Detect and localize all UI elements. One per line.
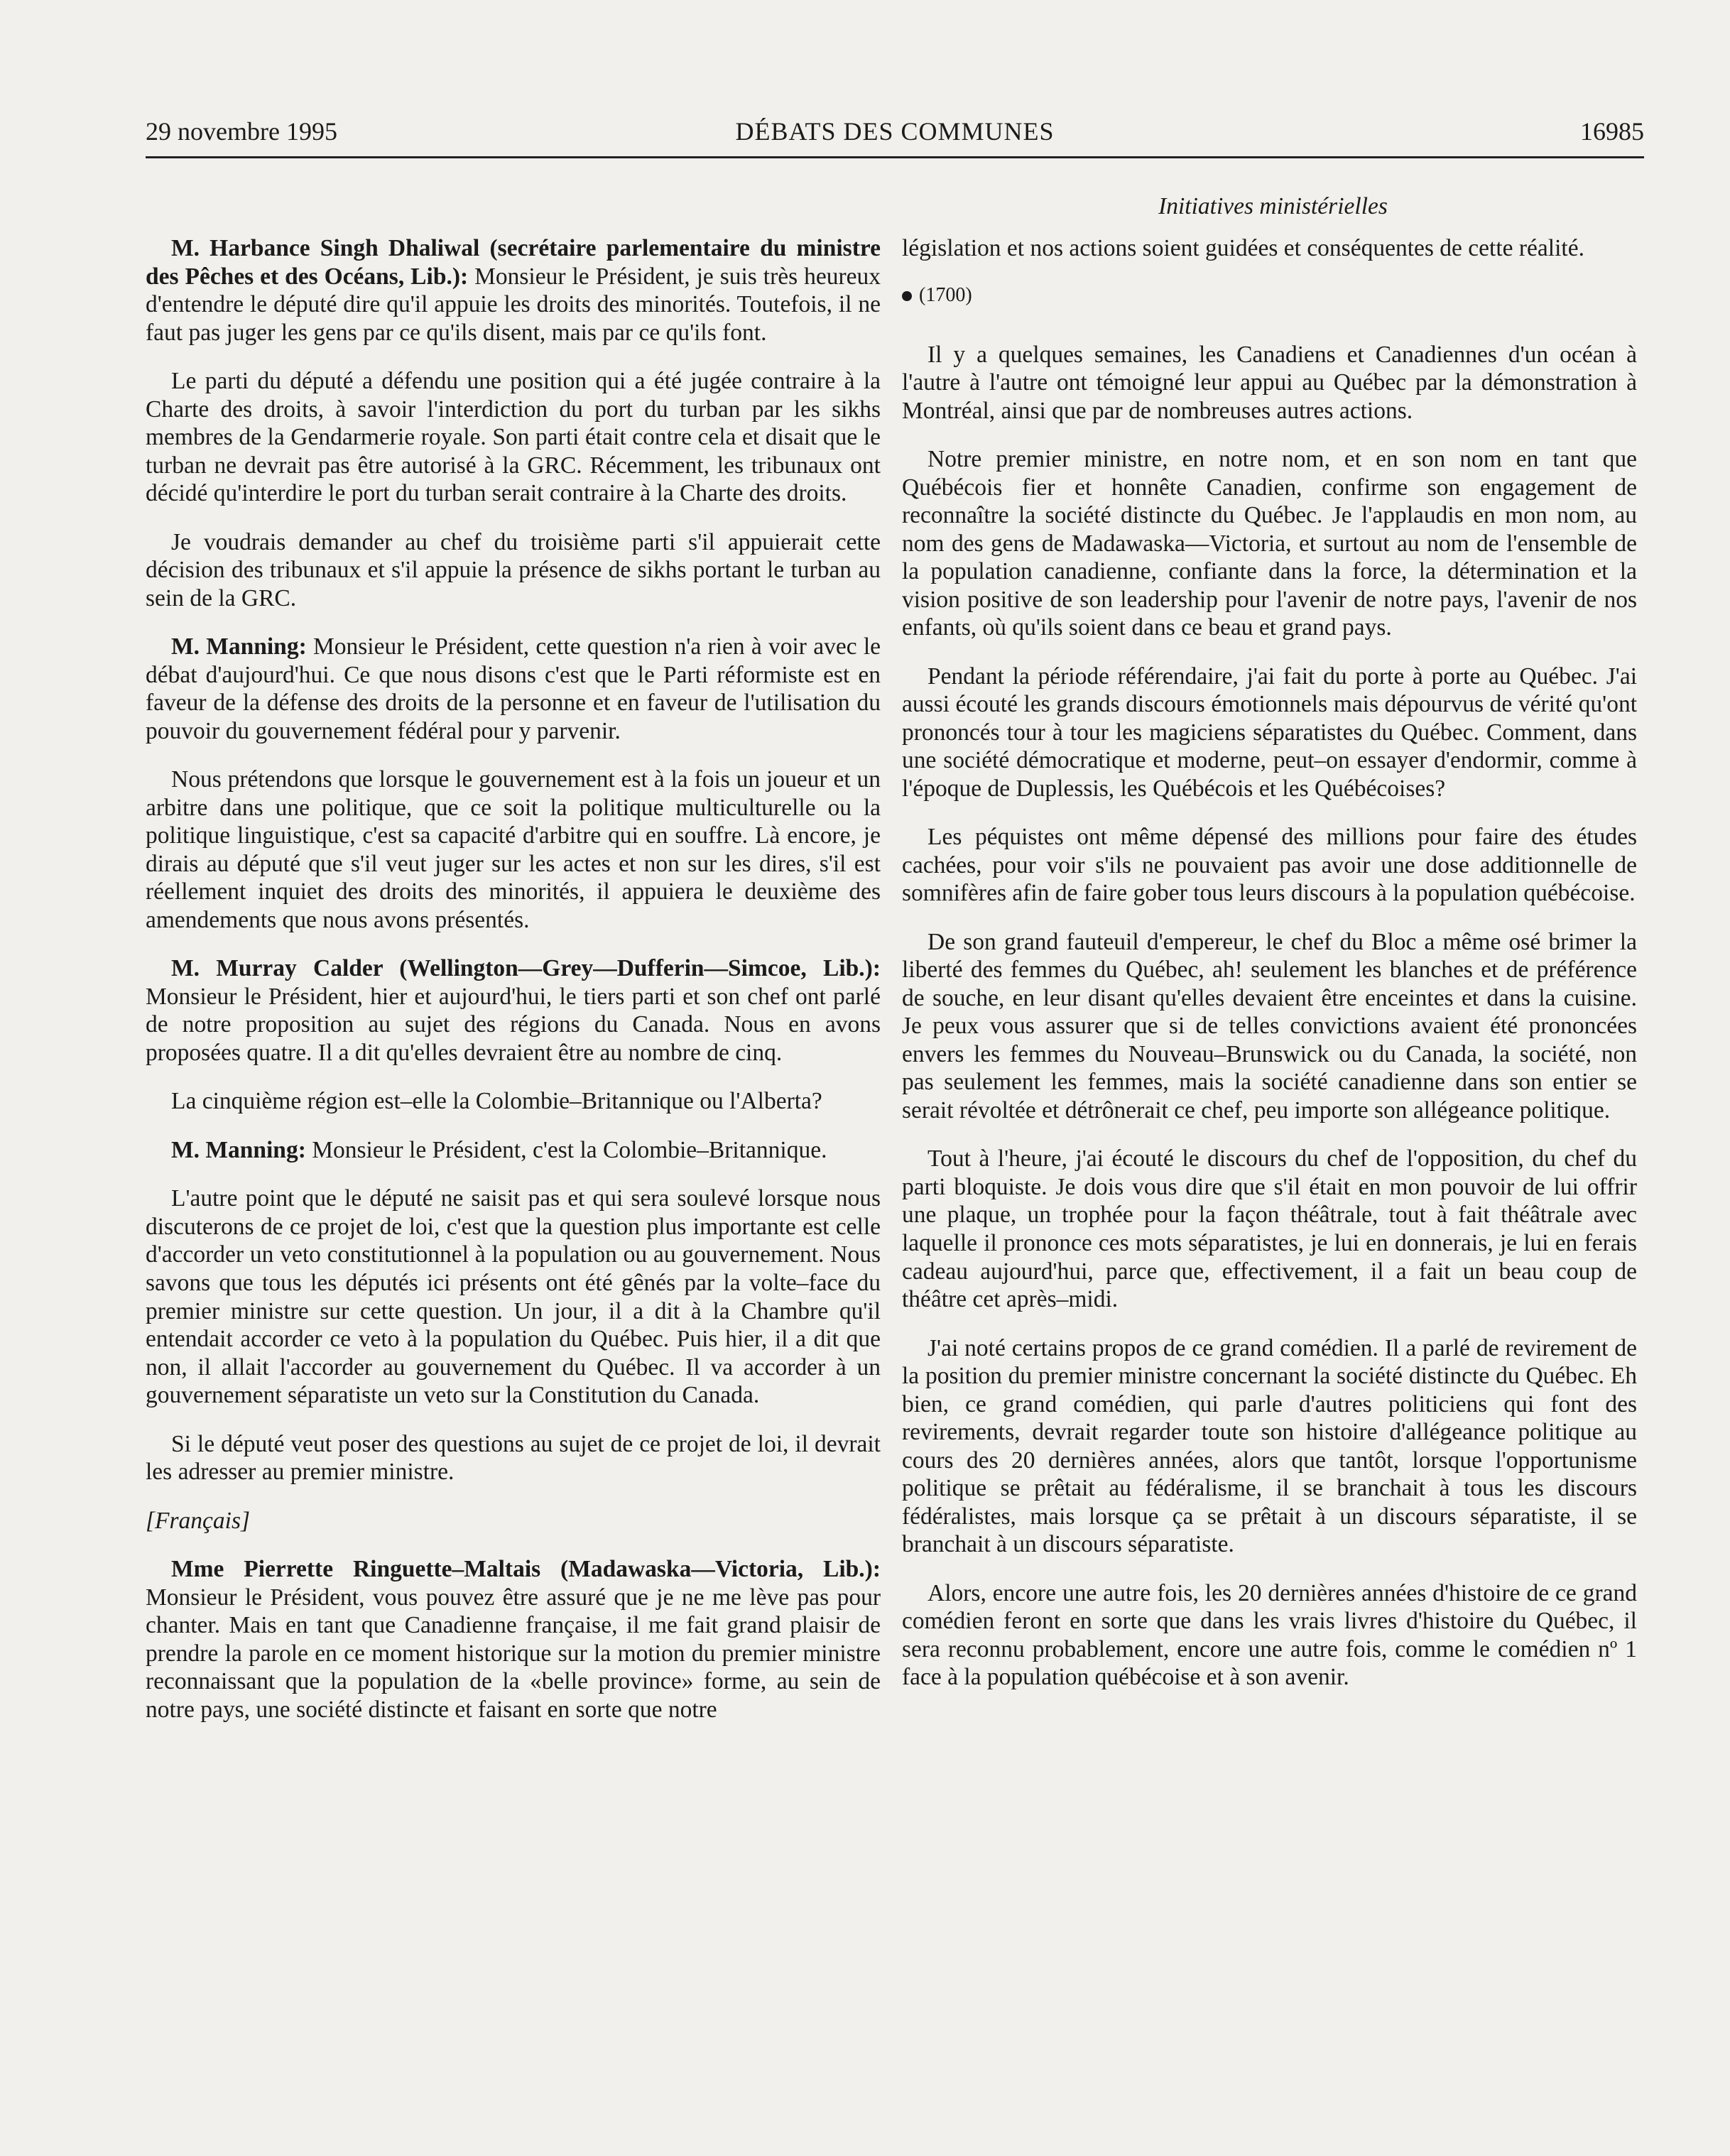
paragraph: législation et nos actions soient guidées et conséquentes de cette réalité. <box>902 235 1584 261</box>
paragraph <box>146 1136 881 1165</box>
language-marker: [Français] <box>146 1507 251 1534</box>
paragraph: De son grand fauteuil d'empereur, le chef du Bloc a même osé brimer la liberté des femmes du Québec, ah! seulement les blanches et de préférence de souche, en leur disant qu'elles devaient être enceintes et dans la cuisine. Je peux vous assurer que si de telles convictions avaient été prononcées envers les femmes du Nouveau–Brunswick ou du Canada, la société, non pas seulement les femmes, mais la société canadienne dans son entier se serait révoltée et détrônerait ce chef, peu importe son allégeance politique. <box>902 928 1637 1123</box>
speech-text: Monsieur le Président, vous pouvez être assuré que je ne me lève pas pour chanter. Mais en tant que Canadienne française, il me fait grand plaisir de prendre la parole en ce moment historique sur la motion du premier ministre reconnaissant que la population de la «belle province» forme, au sein de notre pays, une société distincte et faisant en sorte que notre <box>146 1584 881 1723</box>
speaker-name: M. Manning: <box>171 633 307 660</box>
paragraph <box>146 1555 881 1724</box>
speech-text: Monsieur le Président, hier et aujourd'hui, le tiers parti et son chef ont parlé de notre proposition au sujet des régions du Canada. Nous en avons proposées quatre. Il a dit qu'elles devraient être au nombre de cinq. <box>146 983 881 1066</box>
header-date: 29 novembre 1995 <box>146 117 337 146</box>
speaker-name: M. Manning: <box>171 1136 306 1163</box>
paragraph: Le parti du député a défendu une position qui a été jugée contraire à la Charte des droits, à savoir l'interdiction du port du turban par les sikhs membres de la Gendarmerie royale. Son parti était contre cela et disait que le turban ne devrait pas être autorisé à la GRC. Récemment, les tribunaux ont décidé qu'interdire le port du turban serait contraire à la Charte des droits. <box>146 368 881 507</box>
paragraph: L'autre point que le député ne saisit pas et qui sera soulevé lorsque nous discuterons de ce projet de loi, c'est que la question plus importante est celle d'accorder un veto constitutionnel à la population ou au gouvernement. Nous savons que tous les députés ici présents ont été gênés par la volte–face du premier ministre sur cette question. Un jour, il a dit à la Chambre qu'il entendait accorder ce veto à la population du Québec. Puis hier, il a dit que non, il allait l'accorder au gouvernement du Québec. Il va accorder à un gouvernement séparatiste un veto sur la Constitution du Canada. <box>146 1185 881 1409</box>
paragraph <box>146 633 881 745</box>
paragraph: Nous prétendons que lorsque le gouvernement est à la fois un joueur et un arbitre dans une politique, que ce soit la politique multiculturelle ou la politique linguistique, c'est sa capacité d'arbitre qui en souffre. Là encore, je dirais au député que s'il veut juger sur les actes et non sur les dires, s'il est réellement inquiet des droits des minorités, il appuiera le deuxième des amendements que nous avons présentés. <box>146 766 881 933</box>
speaker-name: M. Harbance Singh Dhaliwal (secrétaire parlementaire du ministre des Pêches et des Océans, Lib.): <box>146 235 881 290</box>
speech-text: Monsieur le Président, cette question n'a rien à voir avec le débat d'aujourd'hui. Ce que nous disons c'est que le Parti réformiste est en faveur de la défense des droits de la personne et en faveur de l'utilisation du pouvoir du gouvernement fédéral pour y parvenir. <box>146 633 881 744</box>
time-marker <box>902 283 1637 307</box>
speaker-name: M. Murray Calder (Wellington—Grey—Dufferin—Simcoe, Lib.): <box>171 955 881 982</box>
paragraph <box>146 234 881 347</box>
page-number: 16985 <box>1580 117 1644 146</box>
section-label: Initiatives ministérielles <box>1158 193 1388 219</box>
paragraph: Alors, encore une autre fois, les 20 dernières années d'histoire de ce grand comédien feront en sorte que dans les vrais livres d'histoire du Québec, il sera reconnu probablement, encore une autre fois, comme le comédien nº 1 face à la population québécoise et à son avenir. <box>902 1579 1637 1691</box>
speech-text: Monsieur le Président, je suis très heureux d'entendre le député dire qu'il appuie les droits des minorités. Toutefois, il ne faut pas juger les gens par ce qu'ils disent, mais par ce qu'ils font. <box>146 263 881 346</box>
header-title: DÉBATS DES COMMUNES <box>735 117 1055 146</box>
paragraph: Notre premier ministre, en notre nom, et en son nom en tant que Québécois fier et honnête Canadien, confirme son engagement de reconnaître la société distincte du Québec. Je l'applaudis en mon nom, au nom des gens de Madawaska—Victoria, et surtout au nom de l'ensemble de la population canadienne, confiante dans la force, la détermination et la vision positive de son leadership pour l'avenir de notre pays, l'avenir de nos enfants, où qu'ils soient dans ce beau et grand pays. <box>902 446 1637 641</box>
speech-text: Monsieur le Président, c'est la Colombie–Britannique. <box>305 1136 827 1163</box>
page-header <box>146 107 1644 158</box>
paragraph: Il y a quelques semaines, les Canadiens et Canadiennes d'un océan à l'autre à l'autre ont témoigné leur appui au Québec par la démonstration à Montréal, ainsi que par de nombreuses autres actions. <box>902 341 1637 424</box>
left-column <box>146 234 881 1744</box>
time-stamp: (1700) <box>919 283 972 306</box>
paragraph: J'ai noté certains propos de ce grand comédien. Il a parlé de revirement de la position du premier ministre concernant la société distincte du Québec. Eh bien, ce grand comédien, qui parle d'autres politiciens qui font des revirements, devrait regarder toute son histoire d'allégeance politique au cours des 20 dernières années, alors que tantôt, lorsque l'opportunisme politique se prêtait au fédéralisme, il se branchait à tous les discours fédéralistes, mais lorsque ça se prêtait à un discours séparatiste, il se branchait à un discours séparatiste. <box>902 1334 1637 1558</box>
paragraph: Si le député veut poser des questions au sujet de ce projet de loi, il devrait les adresser au premier ministre. <box>146 1430 881 1486</box>
right-column <box>902 234 1637 1712</box>
paragraph: Les péquistes ont même dépensé des millions pour faire des études cachées, pour voir s'ils ne pouvaient pas avoir une dose additionnelle de somnifères afin de faire gober tous leurs discours à la population québécoise. <box>902 824 1637 907</box>
paragraph: Pendant la période référendaire, j'ai fait du porte à porte au Québec. J'ai aussi écouté les grands discours émotionnels mais dépourvus de vérité qu'ont prononcés tour à tour les magiciens séparatistes du Québec. Comment, dans une société démocratique et moderne, peut–on essayer d'endormir, comme à l'époque de Duplessis, les Québécois et les Québécoises? <box>902 663 1637 802</box>
paragraph: Je voudrais demander au chef du troisième parti s'il appuierait cette décision des tribunaux et s'il appuie la présence de sikhs portant le turban au sein de la GRC. <box>146 528 881 611</box>
paragraph: La cinquième région est–elle la Colombie–Britannique ou l'Alberta? <box>171 1088 822 1115</box>
bullet-icon <box>902 291 912 301</box>
speaker-name: Mme Pierrette Ringuette–Maltais (Madawaska—Victoria, Lib.): <box>171 1556 881 1583</box>
paragraph <box>146 954 881 1067</box>
paragraph: Tout à l'heure, j'ai écouté le discours du chef de l'opposition, du chef du parti bloquiste. Je dois vous dire que s'il était en mon pouvoir de lui offrir une plaque, un trophée pour la façon théâtrale, tout à fait théâtrale avec laquelle il prononce ces mots séparatistes, je lui en donnerais, je lui en ferais cadeau aujourd'hui, parce que, effectivement, il a fait un beau coup de théâtre cet après–midi. <box>902 1145 1637 1313</box>
